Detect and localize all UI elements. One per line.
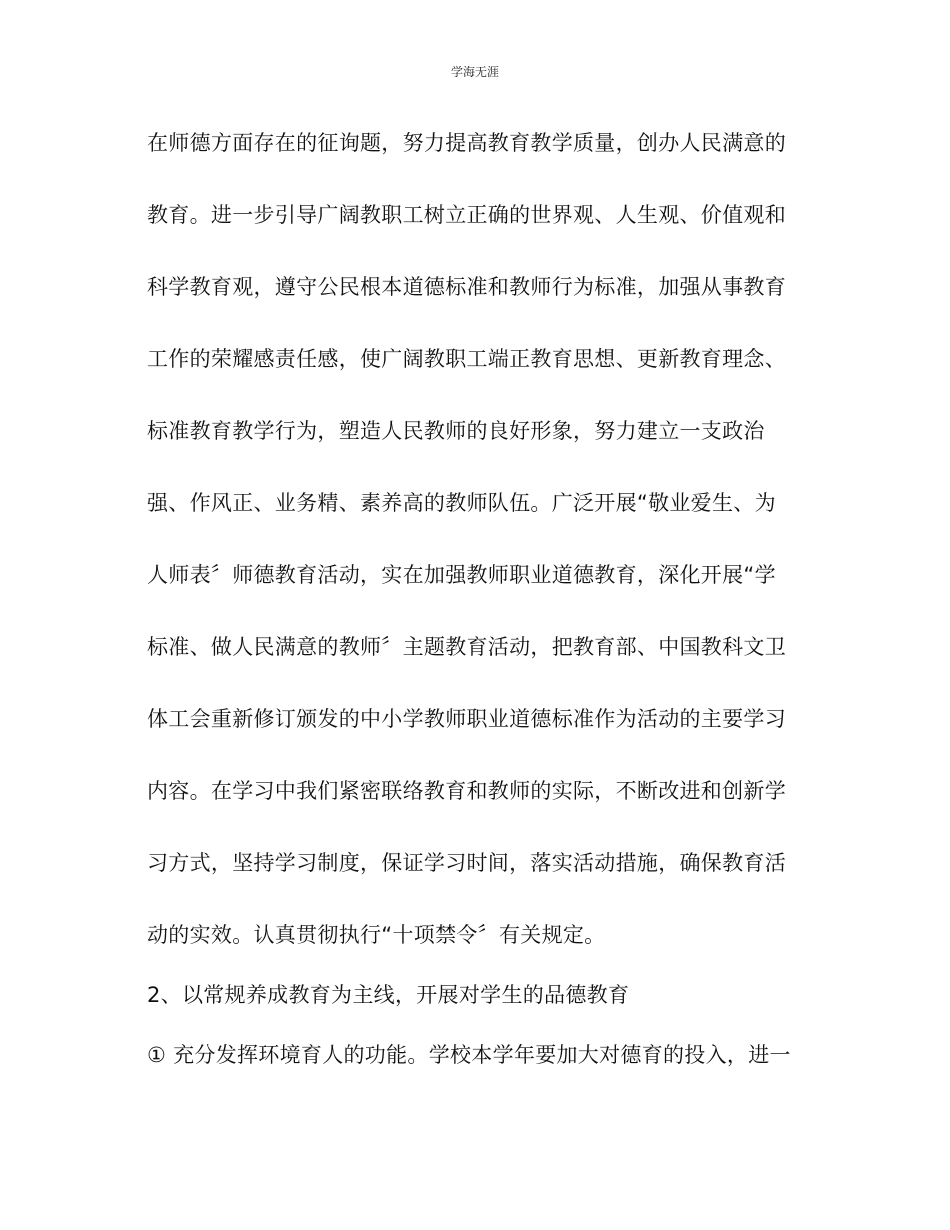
- paragraph-line: 标准教育教学行为，塑造人民教师的良好形象，努力建立一支政治: [147, 419, 765, 443]
- list-item: ① 充分发挥环境育人的功能。学校本学年要加大对德育的投入，进一: [147, 1043, 791, 1067]
- paragraph-line: 动的实效。认真贯彻执行“十项禁令〞有关规定。: [147, 923, 606, 947]
- paragraph-line: 工作的荣耀感责任感，使广阔教职工端正教育思想、更新教育理念、: [147, 347, 786, 371]
- paragraph-line: 人师表〞师德教育活动，实在加强教师职业道德教育，深化开展“学: [147, 563, 776, 587]
- paragraph-line: 内容。在学习中我们紧密联络教育和教师的实际，不断改进和创新学: [147, 779, 786, 803]
- document-body: [147, 125, 807, 1109]
- paragraph-line: 习方式，坚持学习制度，保证学习时间，落实活动措施，确保教育活: [147, 851, 786, 875]
- paragraph-line: 强、作风正、业务精、素养高的教师队伍。广泛开展“敬业爱生、为: [147, 491, 776, 515]
- page-header: 学海无涯: [450, 65, 499, 79]
- section-heading: 2、以常规养成教育为主线，开展对学生的品德教育: [147, 983, 630, 1007]
- paragraph-line: 在师德方面存在的征询题，努力提高教育教学质量，创办人民满意的: [147, 131, 786, 155]
- paragraph-line: 科学教育观，遵守公民根本道德标准和教师行为标准，加强从事教育: [147, 275, 786, 299]
- paragraph-line: 教育。进一步引导广阔教职工树立正确的世界观、人生观、价值观和: [147, 203, 786, 227]
- paragraph-line: 标准、做人民满意的教师〞主题教育活动，把教育部、中国教科文卫: [147, 635, 786, 659]
- paragraph-line: 体工会重新修订颁发的中小学教师职业道德标准作为活动的主要学习: [147, 707, 786, 731]
